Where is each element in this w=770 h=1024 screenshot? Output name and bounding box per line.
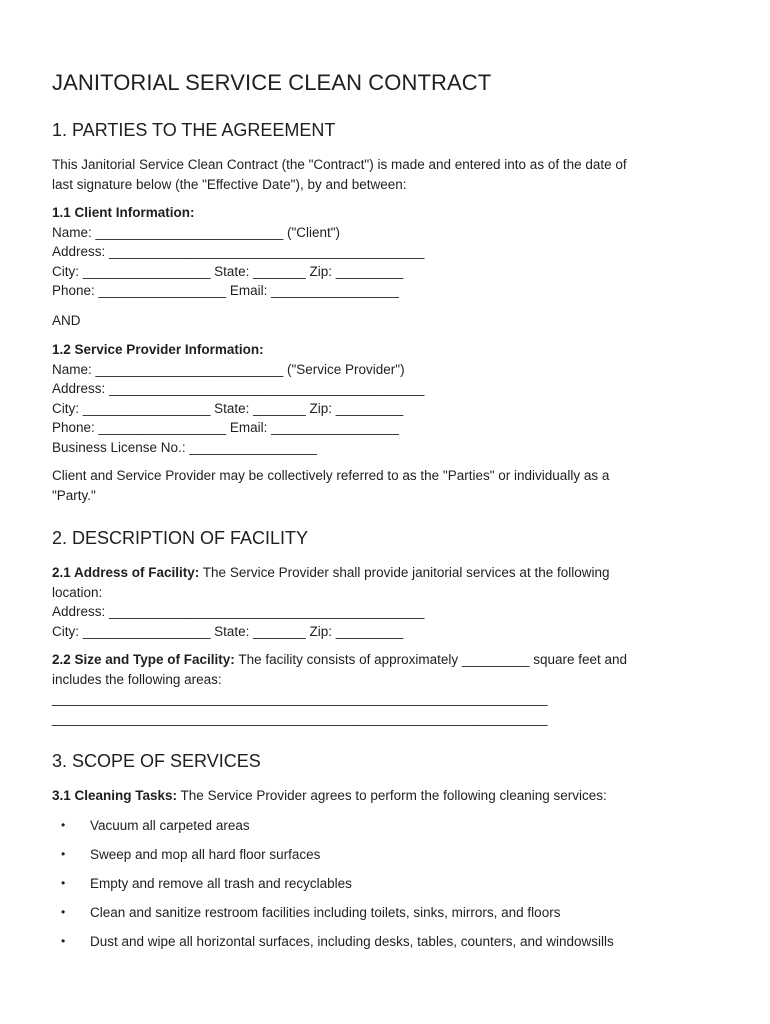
cleaning-tasks-intro (52, 786, 722, 806)
section-2-heading: 2. DESCRIPTION OF FACILITY (52, 528, 309, 548)
list-item (52, 903, 722, 922)
facility-address-block (52, 563, 722, 641)
list-item (52, 932, 722, 951)
parties-line-1: Client and Service Provider may be collectively referred to as the "Parties" or individually as a (52, 468, 610, 483)
facility-size-block (52, 650, 722, 728)
client-name-line: Name: _________________________ ("Client") (52, 224, 341, 240)
list-item-text: Dust and wipe all horizontal surfaces, including desks, tables, counters, and windowsills (90, 933, 614, 949)
provider-license-line: Business License No.: _________________ (52, 439, 317, 455)
bullet-icon: • (61, 933, 66, 948)
and-separator: AND (52, 312, 81, 328)
cleaning-tasks-text: The Service Provider agrees to perform the following cleaning services: (177, 788, 607, 803)
cleaning-tasks-list (52, 816, 722, 951)
section-3-heading: 3. SCOPE OF SERVICES (52, 751, 261, 771)
client-info-heading: 1.1 Client Information: (52, 205, 195, 220)
list-item (52, 874, 722, 893)
list-item-text: Vacuum all carpeted areas (90, 817, 250, 833)
provider-phone-line: Phone: _________________ Email: _________________ (52, 420, 399, 435)
provider-city-line: City: _________________ State: _______ Zip: _________ (52, 400, 404, 416)
facility-areas-blank-2: __________________________________________________________________ (52, 710, 548, 726)
bullet-icon: • (61, 904, 66, 919)
bullet-icon: • (61, 875, 66, 890)
facility-address-label: 2.1 Address of Facility: (52, 565, 200, 580)
list-item-text: Sweep and mop all hard floor surfaces (90, 846, 321, 862)
intro-line-2: last signature below (the "Effective Date"), by and between: (52, 176, 407, 192)
provider-info-block (52, 340, 722, 457)
document-title: JANITORIAL SERVICE CLEAN CONTRACT (52, 70, 492, 95)
intro-line-1: This Janitorial Service Clean Contract (the "Contract") is made and entered into as of the date of (52, 157, 627, 172)
list-item (52, 845, 722, 864)
list-item-text: Clean and sanitize restroom facilities including toilets, sinks, mirrors, and floors (90, 904, 561, 920)
document-body (52, 70, 722, 961)
provider-address-line: Address: __________________________________________ (52, 381, 425, 396)
list-item-text: Empty and remove all trash and recyclables (90, 875, 352, 891)
client-info-block (52, 203, 722, 301)
facility-size-intro-l2: includes the following areas: (52, 671, 222, 687)
facility-city-line: City: _________________ State: _______ Zip: _________ (52, 623, 404, 639)
intro-paragraph (52, 155, 722, 194)
facility-size-label: 2.2 Size and Type of Facility: (52, 652, 235, 667)
client-city-line: City: _________________ State: _______ Zip: _________ (52, 263, 404, 279)
facility-address-text: The Service Provider shall provide janitorial services at the following (199, 565, 610, 580)
facility-size-text: The facility consists of approximately _________ square feet and (234, 652, 628, 667)
bullet-icon: • (61, 846, 66, 861)
client-phone-line: Phone: _________________ Email: _________________ (52, 283, 399, 298)
provider-info-heading: 1.2 Service Provider Information: (52, 342, 264, 357)
provider-name-line: Name: _________________________ ("Service Provider") (52, 361, 405, 377)
cleaning-tasks-label: 3.1 Cleaning Tasks: (52, 788, 178, 803)
client-address-line: Address: __________________________________________ (52, 244, 425, 259)
parties-line-2: "Party." (52, 487, 96, 503)
facility-address-intro-l2: location: (52, 584, 103, 600)
facility-size-intro (52, 650, 722, 670)
list-item (52, 816, 722, 835)
section-1-heading: 1. PARTIES TO THE AGREEMENT (52, 120, 336, 140)
parties-paragraph (52, 466, 722, 505)
facility-areas-blank-1: __________________________________________________________________ (52, 691, 548, 706)
facility-address-line: Address: __________________________________________ (52, 604, 425, 619)
bullet-icon: • (61, 817, 66, 832)
facility-address-intro (52, 563, 722, 583)
